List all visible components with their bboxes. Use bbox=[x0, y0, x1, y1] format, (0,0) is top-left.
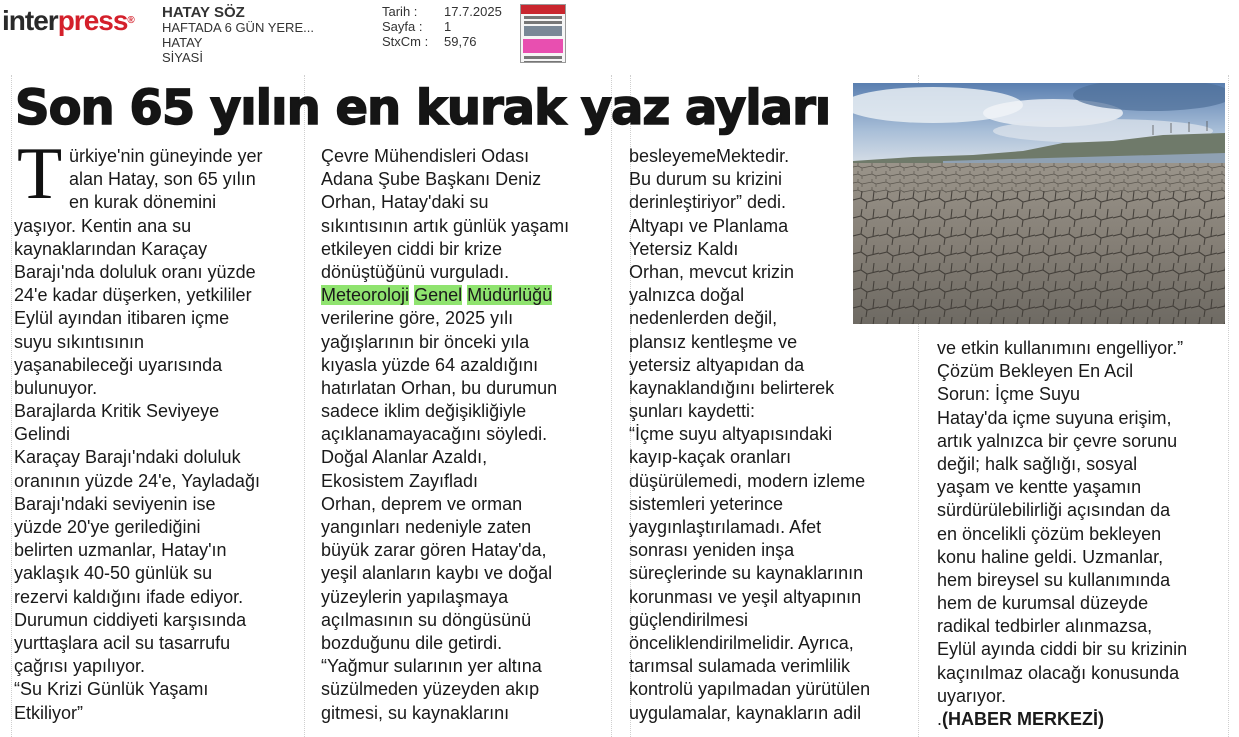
interpress-logo bbox=[2, 6, 134, 36]
text-line: Durumun ciddiyeti karşısında bbox=[14, 609, 247, 630]
publication-frequency: HAFTADA 6 GÜN YERE... bbox=[162, 20, 314, 35]
text-line: gitmesi, su kaynaklarını bbox=[321, 702, 510, 723]
column-divider bbox=[1228, 75, 1229, 737]
text-line: konu haline geldi. Uzmanlar, bbox=[937, 546, 1164, 567]
publication-name: HATAY SÖZ bbox=[162, 4, 245, 21]
logo-registered-mark: ® bbox=[127, 15, 134, 26]
meta-value: 17.7.2025 bbox=[444, 4, 502, 19]
text-line: korunması ve yeşil altyapının bbox=[629, 586, 862, 607]
publication-category: SİYASİ bbox=[162, 50, 203, 65]
text-line: şunları kaydetti: bbox=[629, 401, 756, 422]
column-divider bbox=[304, 75, 305, 737]
text-line: plansız kentleşme ve bbox=[629, 331, 798, 352]
signoff-prefix: . bbox=[937, 709, 943, 729]
text-line: nedenlerden değil, bbox=[629, 308, 778, 329]
text-line: sonrası yeniden inşa bbox=[629, 540, 795, 561]
text-line: Orhan, mevcut krizin bbox=[629, 261, 795, 282]
text-line: Orhan, Hatay'daki su bbox=[321, 192, 489, 213]
section-subheading: Gelindi bbox=[14, 424, 71, 445]
clipping-meta bbox=[382, 4, 502, 49]
text-line: Orhan, deprem ve orman bbox=[321, 493, 523, 514]
meta-row-date bbox=[382, 4, 502, 19]
text-line: kontrolü yapılmadan yürütülen bbox=[629, 679, 871, 700]
dry-cracked-reservoir-photo-icon bbox=[853, 83, 1225, 324]
meta-value: 59,76 bbox=[444, 34, 477, 49]
text-line: hem de kurumsal düzeyde bbox=[937, 593, 1149, 614]
article-headline: Son 65 yılın en kurak yaz ayları bbox=[15, 80, 831, 136]
article-column-3 bbox=[629, 145, 870, 725]
section-subheading: Ekosistem Zayıfladı bbox=[321, 470, 479, 491]
text-line: kayıp-kaçak oranları bbox=[629, 447, 792, 468]
text-line: büyük zarar gören Hatay'da, bbox=[321, 540, 547, 561]
text-line: yeşil alanların kaybı ve doğal bbox=[321, 563, 553, 584]
text-line: yaşanabileceği uyarısında bbox=[14, 354, 223, 375]
text-line: suyu sıkıntısının bbox=[14, 331, 145, 352]
text-line: Barajı'ndaki seviyenin ise bbox=[14, 493, 216, 514]
text-line: Eylül ayında ciddi bir su krizinin bbox=[937, 639, 1188, 660]
text-line: uyarıyor. bbox=[937, 685, 1007, 706]
text-line: en öncelikli çözüm bekleyen bbox=[937, 523, 1162, 544]
text-line: güçlendirilmesi bbox=[629, 609, 749, 630]
text-line: artık yalnızca bir çevre sorunu bbox=[937, 430, 1178, 451]
text-line: yağışlarının bir önceki yıla bbox=[321, 331, 530, 352]
section-subheading: Doğal Alanlar Azaldı, bbox=[321, 447, 488, 468]
signoff-byline: (HABER MERKEZİ) bbox=[942, 709, 1105, 729]
text-line: önceliklendirilmelidir. Ayrıca, bbox=[629, 632, 854, 653]
text-line: 24'e kadar düşerken, yetkililer bbox=[14, 285, 252, 306]
text-line: Karaçay Barajı'ndaki doluluk bbox=[14, 447, 241, 468]
meta-label: Sayfa : bbox=[382, 19, 423, 34]
text-line: etkileyen ciddi bir krize bbox=[321, 238, 503, 259]
text-line: rezervi kaldığını ifade ediyor. bbox=[14, 586, 244, 607]
highlighted-text-line bbox=[321, 284, 569, 307]
text-line: belirten uzmanlar, Hatay'ın bbox=[14, 540, 227, 561]
text-line: alan Hatay, son 65 yılın bbox=[69, 169, 256, 190]
text-line: yaygınlaştırılamadı. Afet bbox=[629, 517, 822, 537]
logo-text-inter: inter bbox=[2, 5, 58, 36]
meta-row-stxcm bbox=[382, 34, 502, 49]
text-line: kıyasla yüzde 64 azaldığını bbox=[321, 354, 539, 375]
text-line: süzülmeden yüzeyden akıp bbox=[321, 679, 540, 700]
text-line: bozduğunu dile getirdi. bbox=[321, 632, 503, 653]
text-line: oranının yüzde 24'e, Yayladağı bbox=[14, 470, 260, 491]
text-line: kaynaklarından Karaçay bbox=[14, 238, 208, 259]
signoff-line bbox=[937, 708, 1187, 731]
text-line: hem bireysel su kullanımında bbox=[937, 569, 1171, 590]
highlighted-keyword: Genel bbox=[414, 285, 463, 306]
text-line: ve etkin kullanımını engelliyor.” bbox=[937, 338, 1184, 358]
column-divider bbox=[11, 75, 12, 737]
text-line: yangınları nedeniyle zaten bbox=[321, 517, 532, 537]
text-line: ürkiye'nin güneyinde yer bbox=[69, 146, 263, 166]
text-line: yaşıyor. Kentin ana su bbox=[14, 215, 192, 236]
text-line: uygulamalar, kaynakların adil bbox=[629, 702, 862, 723]
publication-city: HATAY bbox=[162, 35, 203, 50]
section-subheading: Çözüm Bekleyen En Acil bbox=[937, 361, 1134, 382]
text-line: besleyemeMektedir. bbox=[629, 146, 790, 166]
text-line: “Yağmur sularının yer altına bbox=[321, 656, 542, 677]
article-column-4 bbox=[937, 337, 1187, 731]
meta-value: 1 bbox=[444, 19, 452, 34]
text-line: Eylül ayından itibaren içme bbox=[14, 308, 230, 329]
text-line: Barajı'nda doluluk oranı yüzde bbox=[14, 261, 256, 282]
text-line: kaçınılmaz olacağı konusunda bbox=[937, 662, 1180, 683]
text-line: yüzeylerin yapılaşmaya bbox=[321, 586, 509, 607]
text-line: süreçlerinde su kaynaklarının bbox=[629, 563, 864, 584]
section-subheading: Etkiliyor” bbox=[14, 702, 84, 723]
text-line: sürdürülebilirliği açısından da bbox=[937, 500, 1171, 521]
section-subheading: Sorun: İçme Suyu bbox=[937, 384, 1081, 405]
text-line: değil; halk sağlığı, sosyal bbox=[937, 453, 1138, 474]
section-subheading: Yetersiz Kaldı bbox=[629, 238, 739, 259]
text-line: hatırlatan Orhan, bu durumun bbox=[321, 377, 558, 398]
meta-row-page bbox=[382, 19, 502, 34]
section-subheading: Barajlarda Kritik Seviyeye bbox=[14, 401, 220, 422]
highlighted-keyword: Müdürlüğü bbox=[467, 285, 553, 306]
text-line: yurttaşlara acil su tasarrufu bbox=[14, 632, 231, 653]
text-line: Adana Şube Başkanı Deniz bbox=[321, 169, 542, 190]
article-column-1 bbox=[14, 145, 263, 725]
publication-info bbox=[162, 5, 314, 65]
text-line: sistemleri yeterince bbox=[629, 493, 784, 514]
text-line: derinleştiriyor” dedi. bbox=[629, 192, 787, 213]
text-line: verilerine göre, 2025 yılı bbox=[321, 308, 514, 329]
logo-text-press: press bbox=[57, 5, 128, 36]
newspaper-page-thumbnail-icon[interactable] bbox=[520, 4, 566, 63]
text-line: en kurak dönemini bbox=[69, 192, 217, 213]
text-line: bulunuyor. bbox=[14, 377, 98, 398]
text-line: tarımsal sulamada verimlilik bbox=[629, 656, 851, 677]
text-line: sıkıntısının artık günlük yaşamı bbox=[321, 215, 570, 236]
text-line: Bu durum su krizini bbox=[629, 169, 783, 190]
text-line: Hatay'da içme suyuna erişim, bbox=[937, 407, 1172, 428]
text-line: sadece iklim değişikliğiyle bbox=[321, 401, 527, 422]
meta-label: StxCm : bbox=[382, 34, 429, 49]
text-line: açıklanamayacağını söyledi. bbox=[321, 424, 548, 445]
text-line: açılmasının su döngüsünü bbox=[321, 609, 532, 630]
text-line: Çevre Mühendisleri Odası bbox=[321, 146, 530, 166]
article-column-2 bbox=[321, 145, 569, 725]
text-line: radikal tedbirler alınmazsa, bbox=[937, 616, 1153, 637]
text-line: kaynaklandığını belirterek bbox=[629, 377, 835, 398]
text-line: çağrısı yapılıyor. bbox=[14, 656, 146, 677]
text-line: yetersiz altyapıdan da bbox=[629, 354, 805, 375]
column-divider bbox=[611, 75, 612, 737]
text-line: “İçme suyu altyapısındaki bbox=[629, 424, 833, 445]
text-line: yaklaşık 40-50 günlük su bbox=[14, 563, 213, 584]
text-line: yüzde 20'ye gerilediğini bbox=[14, 517, 201, 537]
meta-label: Tarih : bbox=[382, 4, 418, 19]
highlighted-keyword: Meteoroloji bbox=[321, 285, 410, 306]
text-line: yalnızca doğal bbox=[629, 285, 745, 306]
section-subheading: “Su Krizi Günlük Yaşamı bbox=[14, 679, 209, 700]
text-line: düşürülemedi, modern izleme bbox=[629, 470, 866, 491]
section-subheading: Altyapı ve Planlama bbox=[629, 215, 789, 236]
text-line: dönüştüğünü vurguladı. bbox=[321, 261, 510, 282]
drop-cap: T bbox=[17, 133, 63, 215]
text-line: yaşam ve kentte yaşamın bbox=[937, 477, 1142, 498]
